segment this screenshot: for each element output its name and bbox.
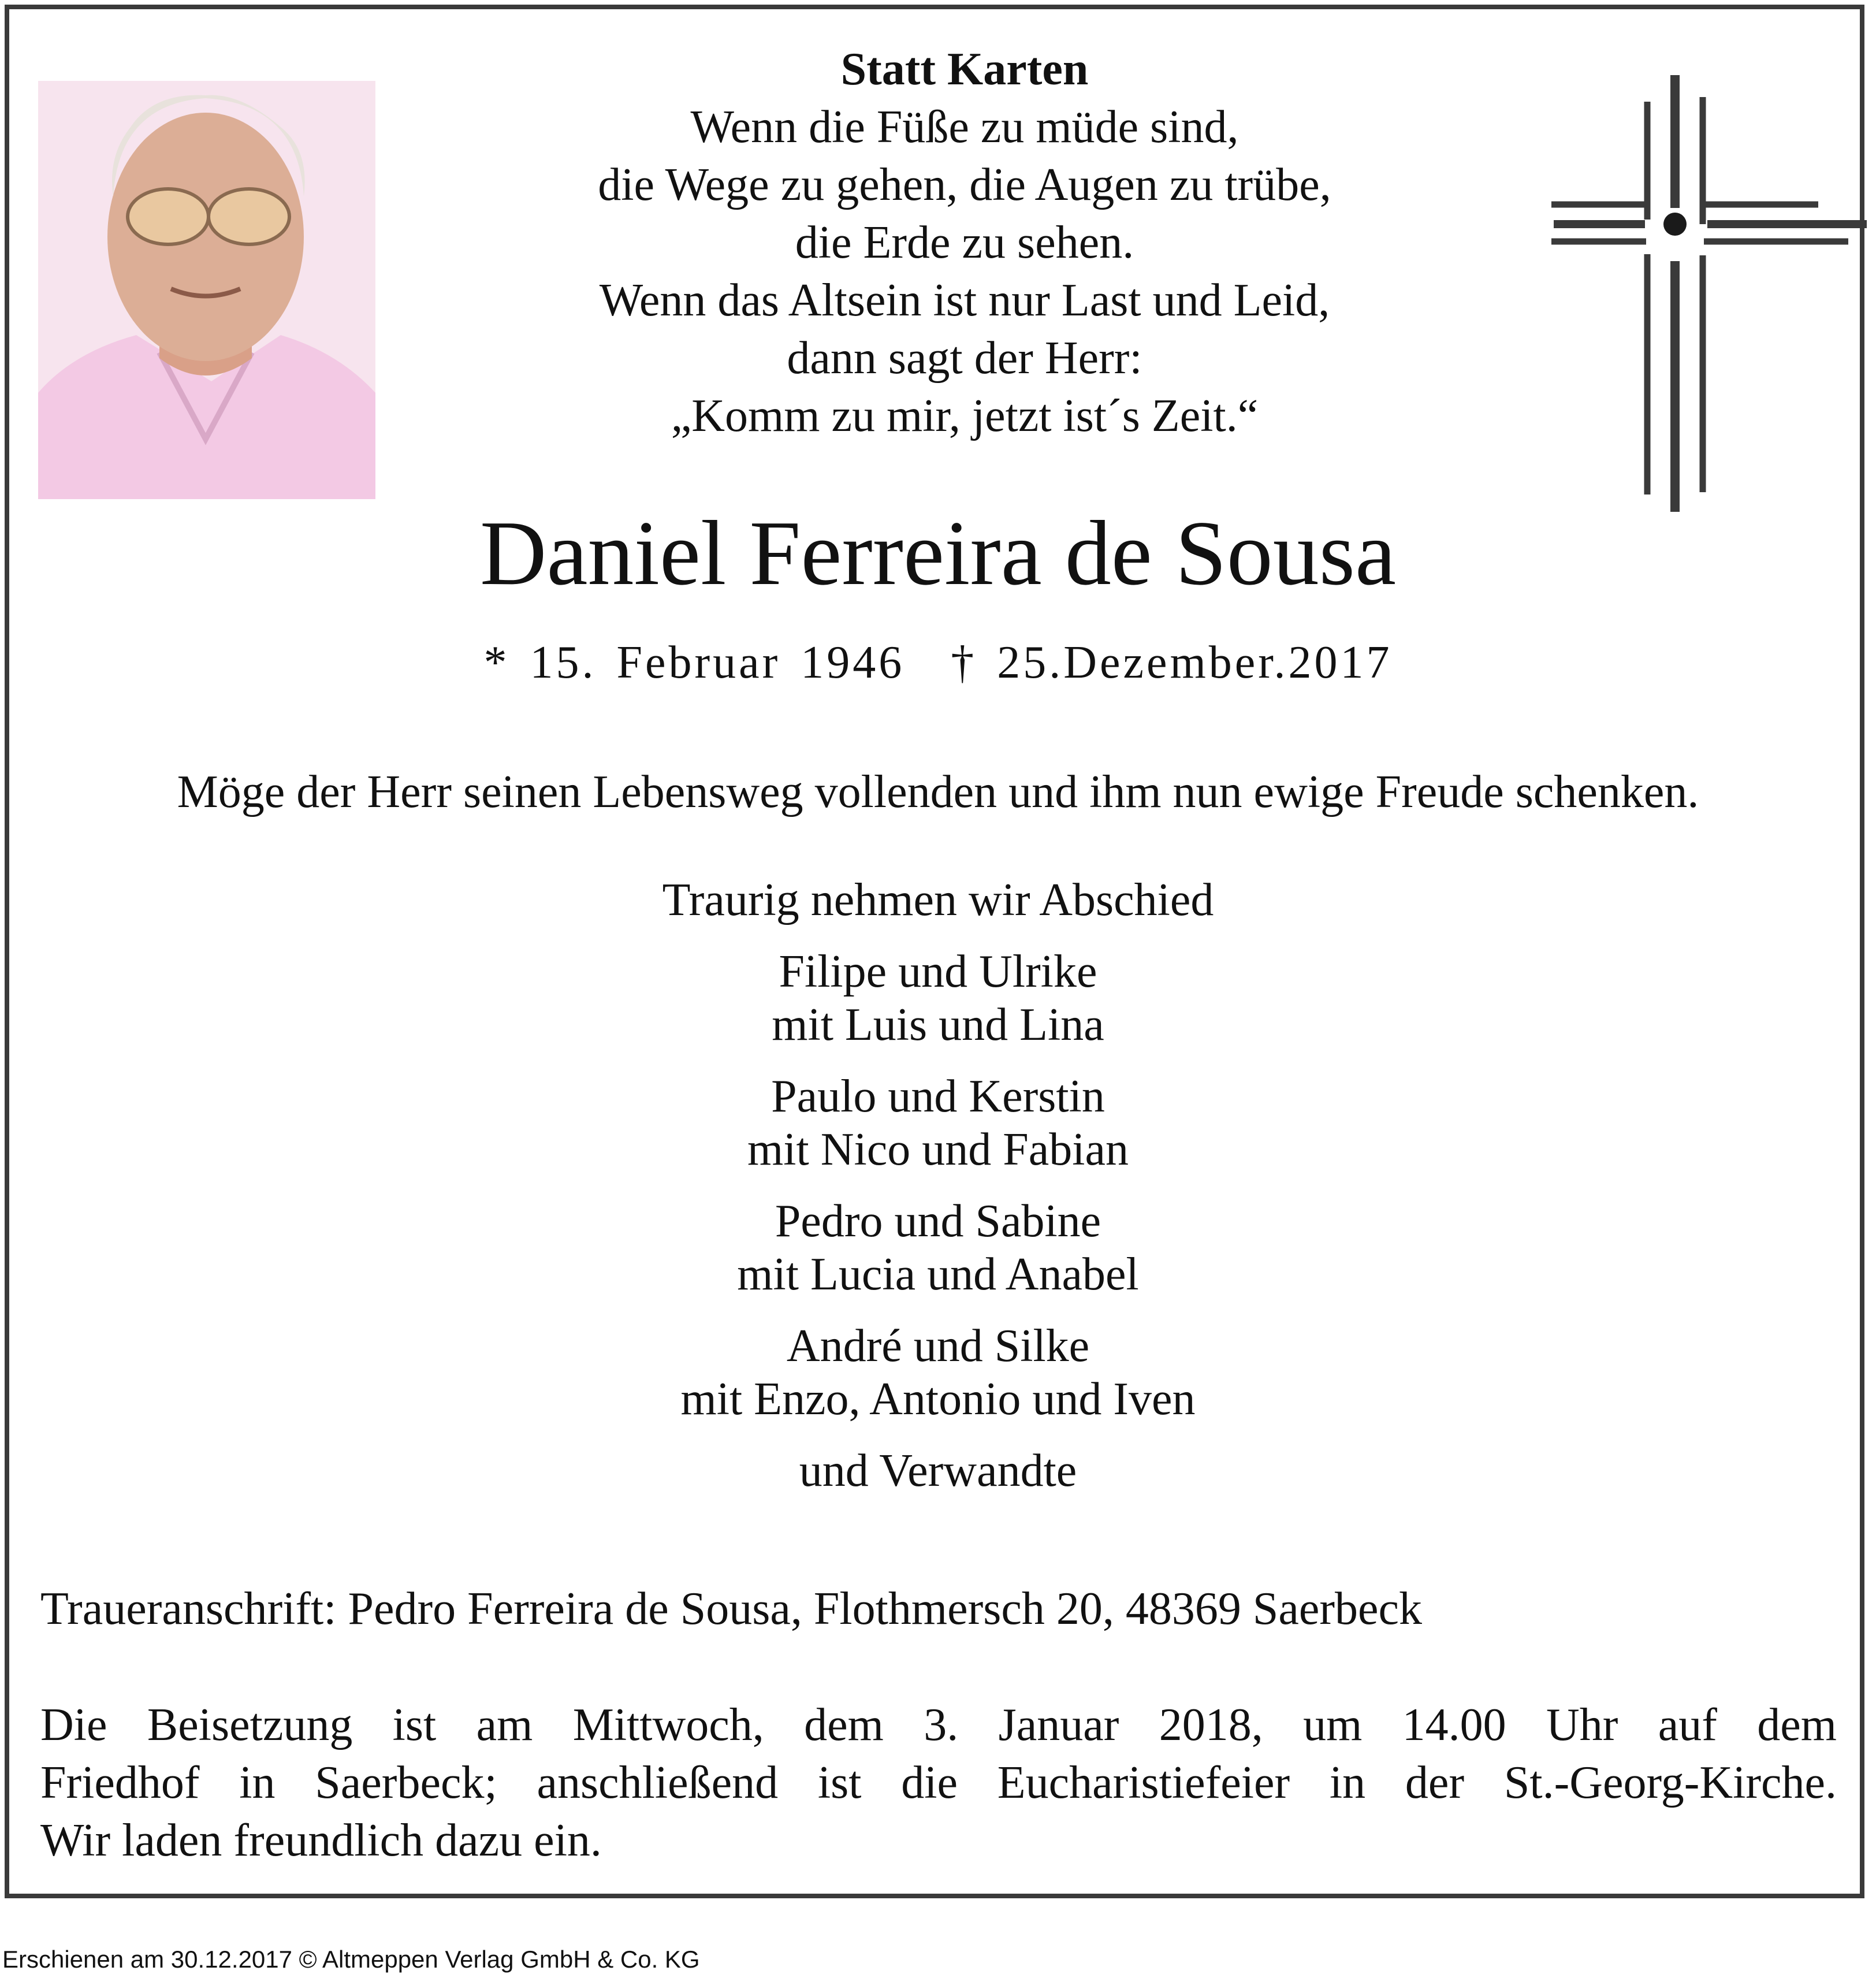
family-line: mit Luis und Lina <box>772 999 1104 1050</box>
burial-notice <box>40 1696 1837 1869</box>
poem-heading: Statt Karten <box>840 44 1089 95</box>
burial-line: Friedhof in Saerbeck; anschließend ist die Eucharistiefeier in der St.-Georg-Kirche. <box>40 1757 1837 1808</box>
relatives-line: und Verwandte <box>799 1445 1077 1496</box>
poem-line: die Erde zu sehen. <box>795 217 1134 268</box>
family-line: Pedro und Sabine <box>775 1196 1101 1247</box>
poem-line: die Wege zu gehen, die Augen zu trübe, <box>598 159 1331 210</box>
deceased-name: Daniel Ferreira de Sousa <box>479 501 1397 604</box>
mourners-intro: Traurig nehmen wir Abschied <box>662 875 1214 925</box>
family-group <box>0 945 1876 1051</box>
family-group <box>0 1319 1876 1426</box>
family-line: André und Silke <box>786 1321 1090 1371</box>
publication-footer: Erschienen am 30.12.2017 © Altmeppen Verlag GmbH & Co. KG <box>2 1946 700 1973</box>
family-group <box>0 1070 1876 1176</box>
birth-date: * 15. Februar 1946 <box>483 637 905 688</box>
family-line: mit Nico und Fabian <box>747 1124 1129 1175</box>
family-line: Filipe und Ulrike <box>779 946 1097 997</box>
family-group <box>0 1195 1876 1301</box>
death-date: † 25.Dezember.2017 <box>951 637 1393 688</box>
family-line: mit Enzo, Antonio und Iven <box>680 1374 1196 1425</box>
motto: Möge der Herr seinen Lebensweg vollenden und ihm nun ewige Freude schenken. <box>177 767 1699 817</box>
poem-line: Wenn das Altsein ist nur Last und Leid, <box>599 275 1330 326</box>
mourners-list <box>0 873 1876 1497</box>
mourning-address: Traueranschrift: Pedro Ferreira de Sousa, Flothmersch 20, 48369 Saerbeck <box>40 1583 1423 1634</box>
family-line: mit Lucia und Anabel <box>737 1249 1139 1300</box>
family-line: Paulo und Kerstin <box>771 1071 1105 1122</box>
cross-icon <box>1536 69 1871 520</box>
poem-line: Wenn die Füße zu müde sind, <box>690 102 1239 153</box>
portrait-photo <box>38 81 375 499</box>
burial-line: Wir laden freundlich dazu ein. <box>40 1815 602 1866</box>
life-dates <box>0 631 1876 694</box>
poem <box>491 40 1438 445</box>
poem-line: dann sagt der Herr: <box>787 333 1142 384</box>
poem-line: „Komm zu mir, jetzt ist´s Zeit.“ <box>671 391 1259 441</box>
burial-line: Die Beisetzung ist am Mittwoch, dem 3. Januar 2018, um 14.00 Uhr auf dem <box>40 1700 1837 1750</box>
